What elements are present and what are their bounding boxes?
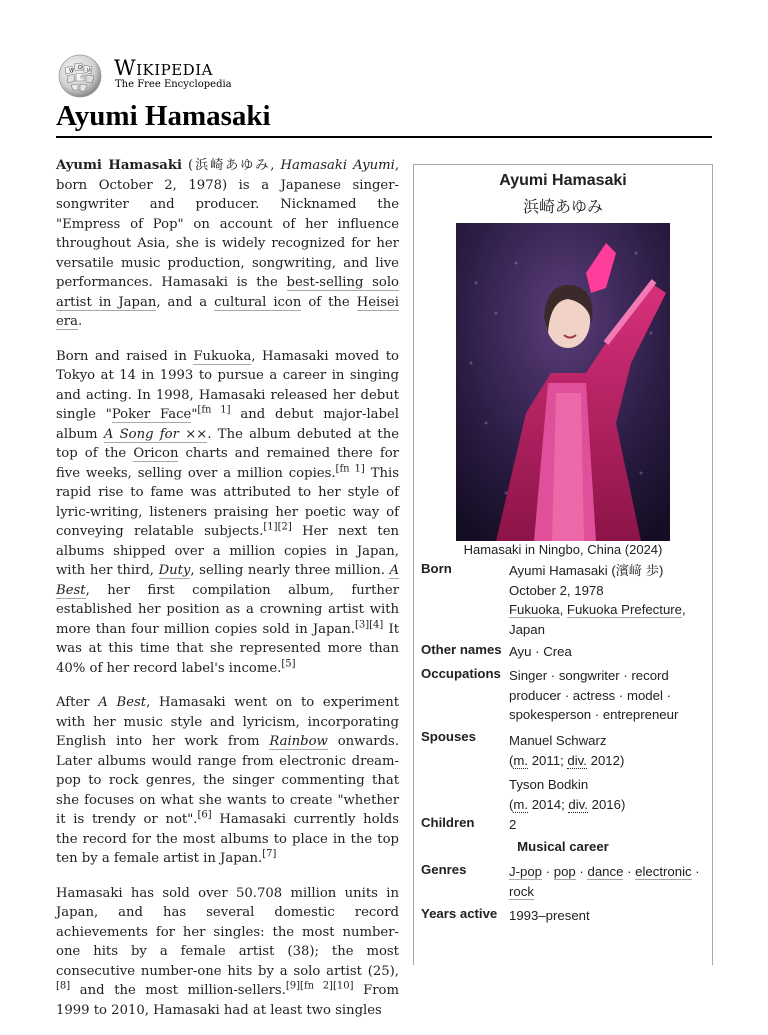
article-paragraph-3 <box>56 693 399 869</box>
divorced-abbr[interactable]: div. <box>568 796 588 812</box>
occupations-line: spokesperson · entrepreneur <box>509 707 679 722</box>
link-cultural-icon[interactable]: cultural icon <box>214 294 302 310</box>
text: 2012) <box>586 752 625 768</box>
link-fukuoka-city[interactable]: Fukuoka <box>509 602 560 617</box>
citation-ref[interactable]: [7] <box>262 848 277 860</box>
years-active-value: 1993–present <box>509 908 590 923</box>
infobox-caption: Hamasaki in Ningbo, China (2024) <box>463 542 663 557</box>
link-a-best[interactable]: A Best <box>56 563 399 598</box>
page-title: Ayumi Hamasaki <box>56 98 712 138</box>
born-name: Ayumi Hamasaki (濱﨑 歩) <box>509 563 664 578</box>
divorced-abbr[interactable]: div. <box>567 752 587 768</box>
citation-ref[interactable]: [8] <box>56 980 71 992</box>
romaji-name: Hamasaki Ayumi <box>280 158 395 173</box>
separator: · <box>575 864 588 879</box>
article-paragraph-2 <box>56 347 399 679</box>
text: From 1999 to 2010, Hamasaki had at least two singles <box>56 983 399 1018</box>
text: After <box>56 695 99 710</box>
infobox-photo[interactable] <box>456 223 670 541</box>
text: Her next ten albums shipped over a million copies in Japan, with her third, <box>56 524 399 578</box>
album-title: A Best <box>98 695 147 710</box>
text: 2016) <box>587 796 626 812</box>
spouses-label: Spouses <box>421 729 476 744</box>
other-names-value: Ayu · Crea <box>509 644 572 659</box>
text: , Hamasaki went on to experiment with her music style and lyricism, incorporating English into her work from <box>56 695 400 749</box>
footnote-ref[interactable]: [fn 1] <box>335 463 365 475</box>
text: charts and remained there for five weeks, selling over a million copies. <box>56 446 399 481</box>
text: , Hamasaki moved to Tokyo at 14 in 1993 to pursue a career in singing and acting. In 1998, Hamasaki released her debut single " <box>56 348 399 422</box>
separator: , <box>559 602 567 617</box>
native-name: 浜崎あゆみ <box>193 158 271 173</box>
text: ( <box>509 752 514 768</box>
children-value: 2 <box>509 817 517 832</box>
married-abbr[interactable]: m. <box>513 752 529 768</box>
citation-ref[interactable]: [3] <box>354 619 370 631</box>
separator: · <box>623 864 636 879</box>
link-genre-rock[interactable]: rock <box>509 883 534 899</box>
text: onwards. Later albums would range from electronic dream-pop to rock genres, the singer commenting that she focuses on what she wants to create "whether it is trendy or not". <box>56 734 400 827</box>
article-body <box>56 156 399 1035</box>
text: . The album debuted at the top of the <box>56 426 399 461</box>
text: , selling nearly three million. <box>190 563 390 578</box>
svg-text:Ω: Ω <box>78 65 82 71</box>
subject-name: Ayumi Hamasaki <box>56 158 182 173</box>
married-abbr[interactable]: m. <box>513 796 529 812</box>
children-label: Children <box>421 815 475 830</box>
link-best-selling[interactable]: best-selling solo artist in Japan <box>56 275 399 310</box>
spouse-name: Manuel Schwarz <box>509 733 607 748</box>
article-paragraph-4 <box>56 884 399 1021</box>
other-names-label: Other names <box>421 642 502 657</box>
born-value <box>509 561 709 639</box>
footnote-ref[interactable]: [fn 2] <box>300 980 333 992</box>
text: This rapid rise to fame was attributed to her style of lyric-writing, listeners praising her poetic way of conveying relatable subjects. <box>56 465 399 539</box>
performer-photo-image <box>456 223 670 541</box>
text: Hamasaki currently holds the record for the most albums to place in the top ten by a female artist in Japan. <box>56 812 399 866</box>
citation-ref[interactable]: [10] <box>332 980 354 992</box>
svg-text:W: W <box>69 68 74 74</box>
born-country: Japan <box>509 621 545 637</box>
citation-ref[interactable]: [4] <box>369 619 384 631</box>
text: 2014; <box>528 796 569 812</box>
citation-ref[interactable]: [6] <box>197 809 212 821</box>
text: " <box>191 407 198 422</box>
link-genre-electronic[interactable]: electronic <box>635 864 692 879</box>
occupations-line: Singer · songwriter · record <box>509 668 669 683</box>
text: , and a <box>156 294 215 310</box>
citation-ref[interactable]: [9] <box>285 980 301 992</box>
text: It was at this time that she represented more than 40% of her record label's income. <box>56 621 399 676</box>
citation-ref[interactable]: [1] <box>263 521 278 533</box>
years-active-label: Years active <box>421 906 498 921</box>
link-a-song-for[interactable]: A Song for ×× <box>103 426 208 442</box>
article-paragraph-1 <box>56 156 399 332</box>
link-genre-pop[interactable]: pop <box>553 864 576 879</box>
infobox <box>413 164 713 965</box>
separator: , <box>682 602 686 617</box>
link-fukuoka[interactable]: Fukuoka <box>193 348 252 364</box>
spouse-dates <box>509 751 709 771</box>
text: and debut major-label album <box>56 407 399 442</box>
site-header <box>56 54 316 96</box>
citation-ref[interactable]: [5] <box>281 658 296 670</box>
occupations-label: Occupations <box>421 666 501 681</box>
genres-label: Genres <box>421 862 467 877</box>
text: and the most million-sellers. <box>70 983 286 998</box>
infobox-section-musical-career: Musical career <box>517 839 609 854</box>
text: ( <box>181 158 194 173</box>
link-heisei-era[interactable]: Heisei era <box>56 294 399 329</box>
link-genre-dance[interactable]: dance <box>587 864 624 879</box>
born-label: Born <box>421 561 452 576</box>
link-oricon[interactable]: Oricon <box>133 446 179 461</box>
infobox-native-name: 浜崎あゆみ <box>522 197 603 216</box>
link-genre-jpop[interactable]: J-pop <box>509 864 542 879</box>
text: , <box>270 158 281 173</box>
text: Born and raised in <box>56 348 194 364</box>
text: , born October 2, 1978) is a Japanese singer-songwriter and producer. Nicknamed the "Empress of Pop" on account of her influence throughout Asia, she is widely recognized for her versatile music production, songwriting, and live performances. Hamasaki is the <box>56 158 400 290</box>
spouse-dates <box>509 795 709 815</box>
spouses-value <box>509 729 709 814</box>
occupations-line: producer · actress · model · <box>509 687 671 703</box>
spouse-name: Tyson Bodkin <box>509 777 589 792</box>
link-poker-face[interactable]: Poker Face <box>111 407 192 422</box>
svg-text:ウ: ウ <box>79 75 85 81</box>
text: Hamasaki has sold over 50.708 million units in Japan, and has several domestic record achievements for her singles: the most number-one hits by a female artist (38); the most consecutive number-one hits by a solo artist (25), <box>56 885 399 979</box>
link-duty[interactable]: Duty <box>158 563 191 578</box>
text: , her first compilation album, further established her position as a crowning artist with more than four million copies sold in Japan. <box>56 582 399 637</box>
born-date: October 2, 1978 <box>509 582 604 598</box>
wikipedia-globe-icon[interactable] <box>56 54 104 98</box>
occupations-value <box>509 666 709 725</box>
infobox-title: Ayumi Hamasaki <box>499 172 627 189</box>
footnote-ref[interactable]: [fn 1] <box>197 404 231 416</box>
text: ( <box>509 796 514 812</box>
link-rainbow[interactable]: Rainbow <box>269 734 328 749</box>
separator: · <box>542 864 554 879</box>
text: 2011; <box>528 752 568 768</box>
text: of the <box>301 294 357 310</box>
link-fukuoka-prefecture[interactable]: Fukuoka Prefecture <box>566 602 683 617</box>
wikipedia-tagline: The Free Encyclopedia <box>115 79 232 90</box>
genres-value <box>509 862 709 901</box>
citation-ref[interactable]: [2] <box>277 521 292 533</box>
separator: · <box>691 864 700 879</box>
born-place <box>509 600 709 620</box>
svg-text:И: И <box>87 68 91 74</box>
text: . <box>77 314 83 329</box>
wikipedia-wordmark[interactable]: Wikipedia <box>114 56 213 80</box>
